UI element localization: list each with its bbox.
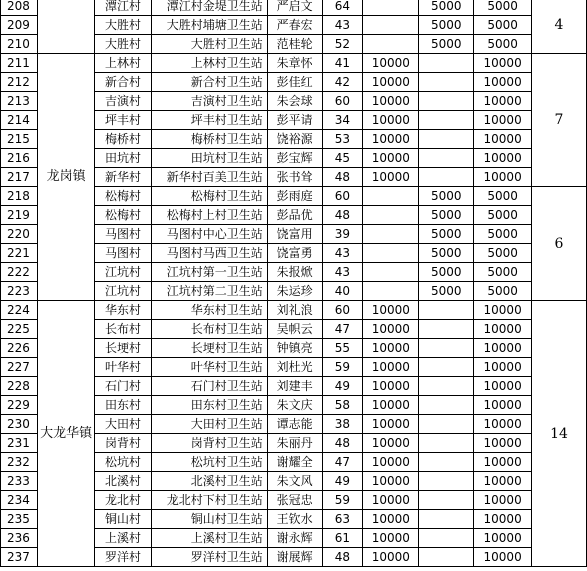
amount-c: 10000 <box>474 510 532 529</box>
amount-c: 5000 <box>474 225 532 244</box>
amount-b <box>419 92 474 111</box>
station-name: 田坑村卫生站 <box>151 149 267 168</box>
row-number: 220 <box>1 225 38 244</box>
doctor-name: 饶富用 <box>267 225 322 244</box>
amount-a: 10000 <box>363 548 419 567</box>
doctor-age: 43 <box>322 16 363 35</box>
village-name: 石门村 <box>95 377 152 396</box>
amount-a: 10000 <box>363 111 419 130</box>
row-number: 236 <box>1 529 38 548</box>
row-number: 211 <box>1 54 38 73</box>
station-name: 马图村马西卫生站 <box>151 244 267 263</box>
station-name: 坪丰村卫生站 <box>151 111 267 130</box>
row-number: 221 <box>1 244 38 263</box>
village-name: 田东村 <box>95 396 152 415</box>
doctor-age: 49 <box>322 377 363 396</box>
village-name: 梅桥村 <box>95 130 152 149</box>
amount-c: 5000 <box>474 206 532 225</box>
station-name: 松梅村卫生站 <box>151 187 267 206</box>
doctor-name: 严启文 <box>267 0 322 16</box>
village-name: 松梅村 <box>95 187 152 206</box>
village-name: 龙北村 <box>95 491 152 510</box>
amount-a <box>363 282 419 301</box>
village-name: 潭江村 <box>95 0 152 16</box>
table-row <box>1 301 587 320</box>
doctor-age: 49 <box>322 472 363 491</box>
station-name: 岗背村卫生站 <box>151 434 267 453</box>
station-name: 上溪村卫生站 <box>151 529 267 548</box>
village-name: 大田村 <box>95 415 152 434</box>
row-number: 210 <box>1 35 38 54</box>
amount-b: 5000 <box>419 16 474 35</box>
doctor-age: 47 <box>322 320 363 339</box>
amount-a <box>363 206 419 225</box>
village-name: 岗背村 <box>95 434 152 453</box>
amount-b <box>419 301 474 320</box>
amount-c: 10000 <box>474 453 532 472</box>
station-name: 新华村百美卫生站 <box>151 168 267 187</box>
amount-b <box>419 415 474 434</box>
group-total: 7 <box>531 54 586 187</box>
group-total: 14 <box>531 301 586 567</box>
doctor-age: 41 <box>322 54 363 73</box>
amount-c: 5000 <box>474 244 532 263</box>
amount-a: 10000 <box>363 130 419 149</box>
station-name: 松坑村卫生站 <box>151 453 267 472</box>
row-number: 214 <box>1 111 38 130</box>
row-number: 229 <box>1 396 38 415</box>
station-name: 潭江村金堤卫生站 <box>151 0 267 16</box>
village-name: 上林村 <box>95 54 152 73</box>
row-number: 228 <box>1 377 38 396</box>
amount-a <box>363 35 419 54</box>
station-name: 大胜村埔塘卫生站 <box>151 16 267 35</box>
amount-c: 5000 <box>474 35 532 54</box>
village-name: 坪丰村 <box>95 111 152 130</box>
doctor-name: 吴帜云 <box>267 320 322 339</box>
doctor-name: 饶富勇 <box>267 244 322 263</box>
row-number: 233 <box>1 472 38 491</box>
row-number: 212 <box>1 73 38 92</box>
doctor-age: 60 <box>322 301 363 320</box>
doctor-name: 彭宝辉 <box>267 149 322 168</box>
station-name: 江坑村第二卫生站 <box>151 282 267 301</box>
doctor-age: 48 <box>322 206 363 225</box>
amount-a: 10000 <box>363 54 419 73</box>
amount-a: 10000 <box>363 92 419 111</box>
doctor-name: 谢永辉 <box>267 529 322 548</box>
village-name: 北溪村 <box>95 472 152 491</box>
doctor-age: 34 <box>322 111 363 130</box>
amount-a <box>363 187 419 206</box>
row-number: 215 <box>1 130 38 149</box>
amount-a: 10000 <box>363 491 419 510</box>
amount-b: 5000 <box>419 263 474 282</box>
table-row <box>1 54 587 73</box>
doctor-name: 谭志能 <box>267 415 322 434</box>
doctor-age: 45 <box>322 149 363 168</box>
station-name: 长布村卫生站 <box>151 320 267 339</box>
amount-a: 10000 <box>363 396 419 415</box>
village-name: 吉演村 <box>95 92 152 111</box>
row-number: 232 <box>1 453 38 472</box>
station-name: 松梅村上村卫生站 <box>151 206 267 225</box>
doctor-name: 张冠忠 <box>267 491 322 510</box>
row-number: 209 <box>1 16 38 35</box>
amount-b <box>419 434 474 453</box>
amount-b <box>419 149 474 168</box>
amount-c: 5000 <box>474 187 532 206</box>
amount-c: 10000 <box>474 111 532 130</box>
village-name: 长布村 <box>95 320 152 339</box>
doctor-age: 60 <box>322 187 363 206</box>
row-number: 223 <box>1 282 38 301</box>
amount-b <box>419 130 474 149</box>
amount-c: 10000 <box>474 54 532 73</box>
village-name: 长埂村 <box>95 339 152 358</box>
doctor-age: 40 <box>322 282 363 301</box>
amount-a: 10000 <box>363 415 419 434</box>
amount-a: 10000 <box>363 434 419 453</box>
amount-b: 5000 <box>419 282 474 301</box>
doctor-age: 38 <box>322 415 363 434</box>
village-name: 新华村 <box>95 168 152 187</box>
doctor-name: 刘杜光 <box>267 358 322 377</box>
station-name: 大胜村卫生站 <box>151 35 267 54</box>
amount-b <box>419 377 474 396</box>
amount-a: 10000 <box>363 320 419 339</box>
row-number: 213 <box>1 92 38 111</box>
village-name: 大胜村 <box>95 35 152 54</box>
station-name: 田东村卫生站 <box>151 396 267 415</box>
group-total: 4 <box>531 0 586 54</box>
row-number: 222 <box>1 263 38 282</box>
station-name: 梅桥村卫生站 <box>151 130 267 149</box>
amount-c: 10000 <box>474 358 532 377</box>
amount-a: 10000 <box>363 358 419 377</box>
row-number: 224 <box>1 301 38 320</box>
amount-a: 10000 <box>363 73 419 92</box>
doctor-name: 谢展辉 <box>267 548 322 567</box>
amount-a: 10000 <box>363 339 419 358</box>
amount-a <box>363 244 419 263</box>
amount-c: 10000 <box>474 491 532 510</box>
doctor-age: 61 <box>322 529 363 548</box>
station-name: 叶华村卫生站 <box>151 358 267 377</box>
station-name: 长埂村卫生站 <box>151 339 267 358</box>
amount-c: 5000 <box>474 0 532 16</box>
table-row <box>1 0 587 16</box>
village-name: 田坑村 <box>95 149 152 168</box>
doctor-name: 朱丽丹 <box>267 434 322 453</box>
amount-c: 10000 <box>474 130 532 149</box>
doctor-age: 53 <box>322 130 363 149</box>
doctor-name: 刘建丰 <box>267 377 322 396</box>
amount-a <box>363 225 419 244</box>
doctor-age: 42 <box>322 73 363 92</box>
doctor-age: 60 <box>322 92 363 111</box>
amount-c: 10000 <box>474 529 532 548</box>
amount-b <box>419 548 474 567</box>
doctor-name: 彭雨庭 <box>267 187 322 206</box>
doctor-name: 朱报焮 <box>267 263 322 282</box>
village-name: 马图村 <box>95 244 152 263</box>
doctor-age: 59 <box>322 491 363 510</box>
amount-a: 10000 <box>363 472 419 491</box>
town-name: 龙岗镇 <box>38 54 95 301</box>
amount-b <box>419 529 474 548</box>
amount-a: 10000 <box>363 301 419 320</box>
station-name: 吉演村卫生站 <box>151 92 267 111</box>
doctor-age: 55 <box>322 339 363 358</box>
doctor-name: 朱会球 <box>267 92 322 111</box>
row-number: 216 <box>1 149 38 168</box>
amount-b: 5000 <box>419 0 474 16</box>
doctor-age: 43 <box>322 263 363 282</box>
town-name <box>38 0 95 54</box>
amount-b <box>419 453 474 472</box>
doctor-name: 彭佳红 <box>267 73 322 92</box>
doctor-name: 朱文风 <box>267 472 322 491</box>
amount-c: 10000 <box>474 339 532 358</box>
village-name: 上溪村 <box>95 529 152 548</box>
amount-b <box>419 396 474 415</box>
doctor-age: 59 <box>322 358 363 377</box>
amount-a: 10000 <box>363 149 419 168</box>
village-name: 松梅村 <box>95 206 152 225</box>
town-name: 大龙华镇 <box>38 301 95 567</box>
doctor-name: 彭品优 <box>267 206 322 225</box>
amount-c: 10000 <box>474 415 532 434</box>
row-number: 230 <box>1 415 38 434</box>
amount-b: 5000 <box>419 244 474 263</box>
amount-c: 10000 <box>474 301 532 320</box>
amount-b <box>419 168 474 187</box>
station-name: 大田村卫生站 <box>151 415 267 434</box>
amount-c: 10000 <box>474 472 532 491</box>
row-number: 237 <box>1 548 38 567</box>
amount-b <box>419 54 474 73</box>
amount-c: 10000 <box>474 377 532 396</box>
village-name: 新合村 <box>95 73 152 92</box>
doctor-name: 朱运珍 <box>267 282 322 301</box>
row-number: 234 <box>1 491 38 510</box>
amount-a: 10000 <box>363 453 419 472</box>
station-name: 石门村卫生站 <box>151 377 267 396</box>
doctor-name: 钟镇亮 <box>267 339 322 358</box>
row-number: 218 <box>1 187 38 206</box>
amount-c: 5000 <box>474 16 532 35</box>
doctor-age: 48 <box>322 434 363 453</box>
amount-b <box>419 491 474 510</box>
amount-a <box>363 0 419 16</box>
row-number: 235 <box>1 510 38 529</box>
doctor-age: 63 <box>322 510 363 529</box>
station-name: 马图村中心卫生站 <box>151 225 267 244</box>
doctor-age: 47 <box>322 453 363 472</box>
doctor-name: 朱章怀 <box>267 54 322 73</box>
village-name: 马图村 <box>95 225 152 244</box>
doctor-age: 48 <box>322 168 363 187</box>
amount-b <box>419 472 474 491</box>
doctor-name: 严春宏 <box>267 16 322 35</box>
amount-c: 10000 <box>474 73 532 92</box>
station-name: 龙北村下村卫生站 <box>151 491 267 510</box>
doctor-age: 39 <box>322 225 363 244</box>
group-total: 6 <box>531 187 586 301</box>
doctor-name: 张书耸 <box>267 168 322 187</box>
doctor-age: 58 <box>322 396 363 415</box>
amount-a: 10000 <box>363 377 419 396</box>
amount-b <box>419 510 474 529</box>
station-name: 北溪村卫生站 <box>151 472 267 491</box>
table-body <box>1 0 587 567</box>
village-name: 大胜村 <box>95 16 152 35</box>
amount-c: 10000 <box>474 548 532 567</box>
doctor-age: 43 <box>322 244 363 263</box>
amount-c: 10000 <box>474 149 532 168</box>
amount-c: 10000 <box>474 92 532 111</box>
amount-c: 10000 <box>474 168 532 187</box>
amount-c: 5000 <box>474 282 532 301</box>
amount-a <box>363 263 419 282</box>
amount-a: 10000 <box>363 168 419 187</box>
village-name: 江坑村 <box>95 263 152 282</box>
village-name: 华东村 <box>95 301 152 320</box>
amount-b: 5000 <box>419 225 474 244</box>
row-number: 227 <box>1 358 38 377</box>
station-name: 江坑村第一卫生站 <box>151 263 267 282</box>
amount-a <box>363 16 419 35</box>
station-name: 华东村卫生站 <box>151 301 267 320</box>
amount-b: 5000 <box>419 187 474 206</box>
amount-c: 10000 <box>474 396 532 415</box>
amount-c: 5000 <box>474 263 532 282</box>
amount-c: 10000 <box>474 320 532 339</box>
amount-b <box>419 73 474 92</box>
doctor-name: 朱文庆 <box>267 396 322 415</box>
row-number: 231 <box>1 434 38 453</box>
village-name: 罗洋村 <box>95 548 152 567</box>
row-number: 226 <box>1 339 38 358</box>
amount-b <box>419 358 474 377</box>
row-number: 208 <box>1 0 38 16</box>
doctor-age: 64 <box>322 0 363 16</box>
amount-b: 5000 <box>419 206 474 225</box>
village-name: 铜山村 <box>95 510 152 529</box>
doctor-name: 彭平请 <box>267 111 322 130</box>
doctor-name: 饶裕源 <box>267 130 322 149</box>
amount-b <box>419 339 474 358</box>
row-number: 217 <box>1 168 38 187</box>
amount-b <box>419 320 474 339</box>
amount-a: 10000 <box>363 510 419 529</box>
village-name: 叶华村 <box>95 358 152 377</box>
village-name: 松坑村 <box>95 453 152 472</box>
station-name: 上林村卫生站 <box>151 54 267 73</box>
doctor-name: 谢耀全 <box>267 453 322 472</box>
doctor-age: 52 <box>322 35 363 54</box>
doctor-age: 48 <box>322 548 363 567</box>
row-number: 219 <box>1 206 38 225</box>
amount-b <box>419 111 474 130</box>
station-name: 新合村卫生站 <box>151 73 267 92</box>
doctor-name: 刘礼浪 <box>267 301 322 320</box>
amount-a: 10000 <box>363 529 419 548</box>
station-name: 铜山村卫生站 <box>151 510 267 529</box>
station-name: 罗洋村卫生站 <box>151 548 267 567</box>
doctor-name: 王钦水 <box>267 510 322 529</box>
amount-c: 10000 <box>474 434 532 453</box>
amount-b: 5000 <box>419 35 474 54</box>
row-number: 225 <box>1 320 38 339</box>
doctor-name: 范桂轮 <box>267 35 322 54</box>
village-name: 江坑村 <box>95 282 152 301</box>
